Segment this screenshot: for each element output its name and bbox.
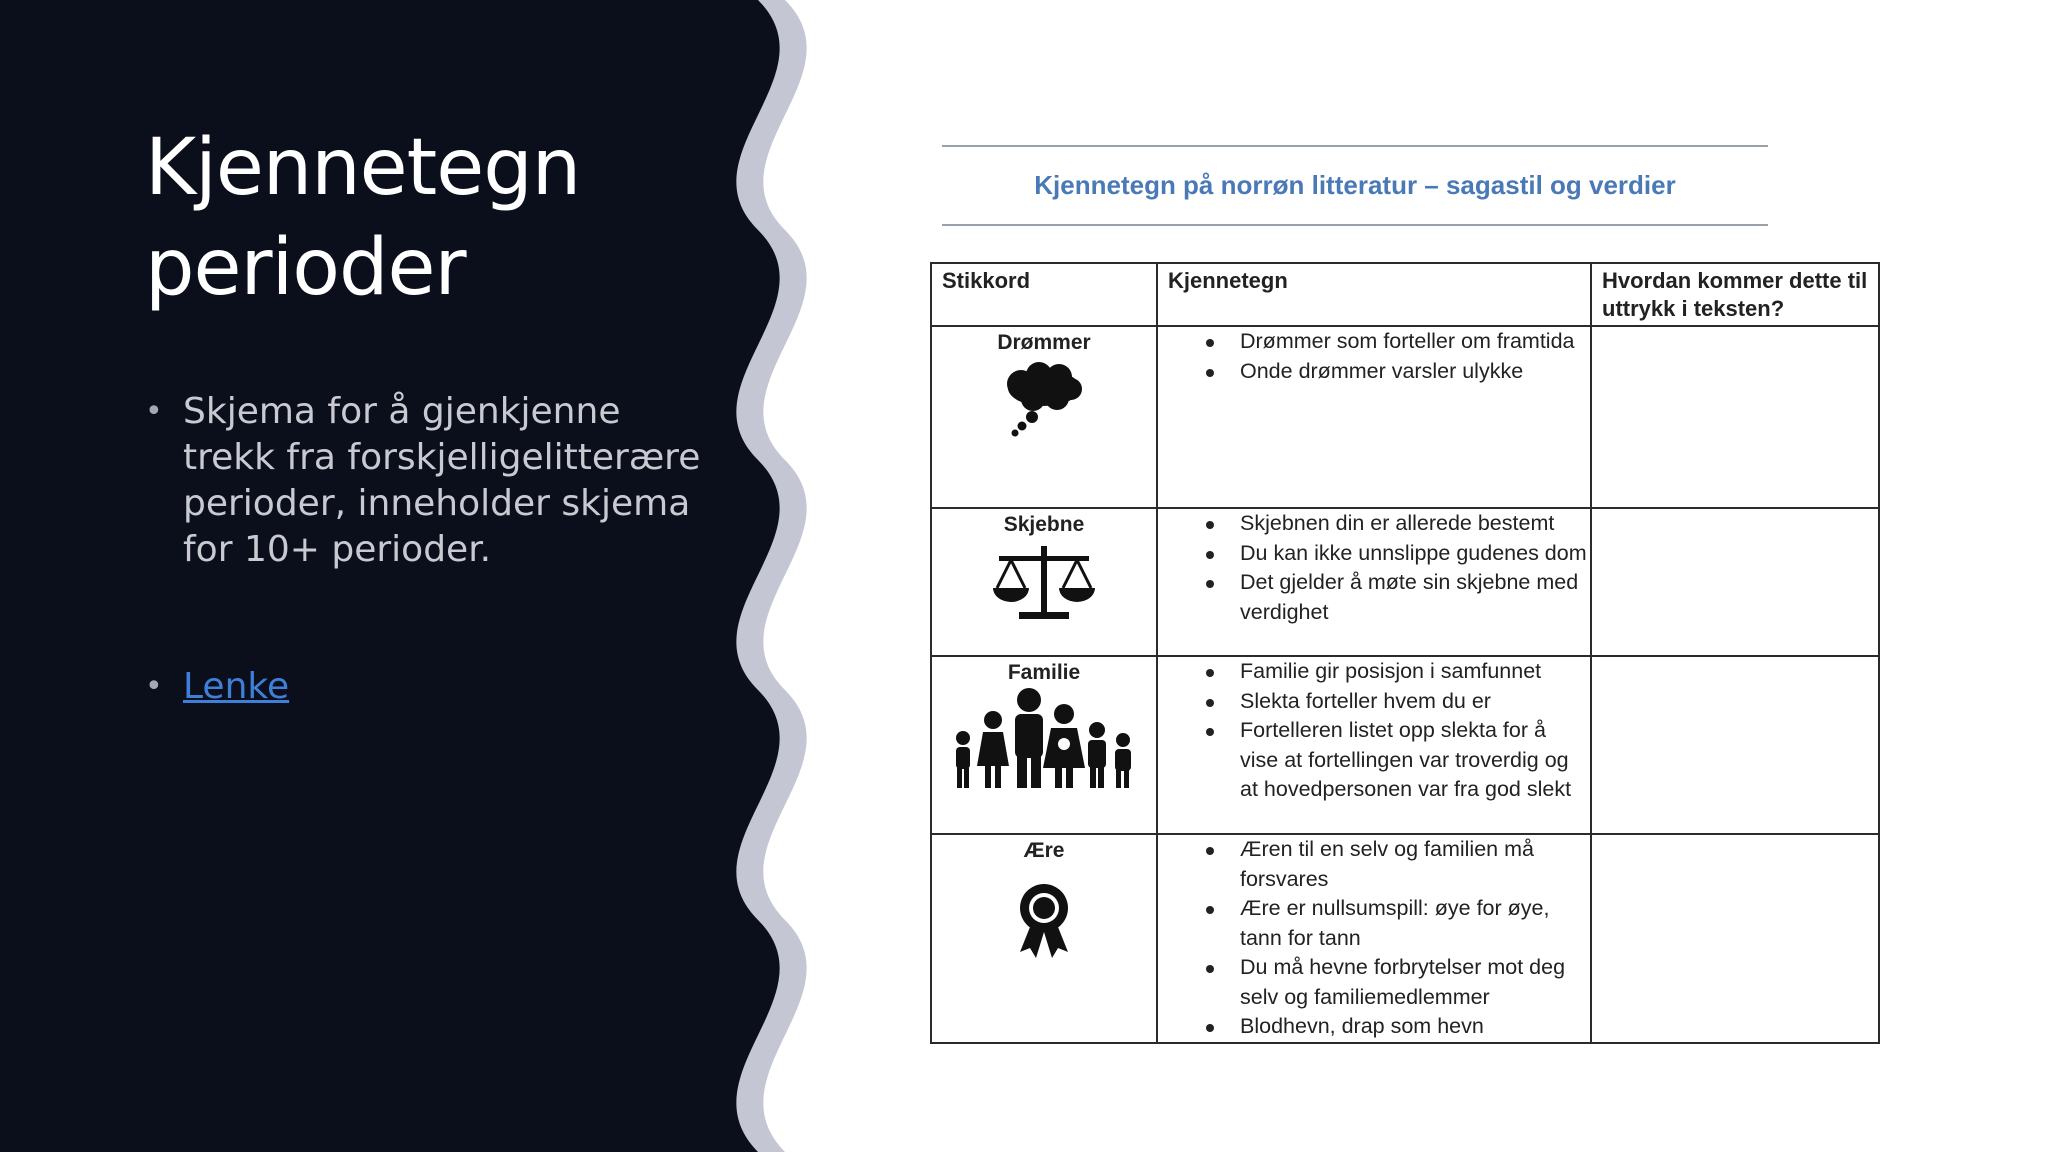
trait-item: Slekta forteller hvem du er	[1240, 687, 1590, 717]
lenke-link[interactable]: Lenke	[183, 666, 290, 707]
document-title: Kjennetegn på norrøn litteratur – sagastil og verdier	[1034, 170, 1676, 200]
expression-cell	[1591, 834, 1879, 1043]
column-header-kjennetegn: Kjennetegn	[1157, 263, 1591, 326]
table-row	[931, 326, 1879, 508]
column-header-stikkord: Stikkord	[931, 263, 1157, 326]
thought-cloud-icon	[999, 362, 1089, 438]
trait-item: Drømmer som forteller om framtida	[1240, 327, 1590, 357]
bullet-link-item	[145, 664, 705, 710]
keyword-cell	[931, 834, 1157, 1043]
trait-item: Æren til en selv og familien må forsvares	[1240, 835, 1590, 894]
traits-list	[1158, 657, 1590, 805]
trait-item: Ære er nullsumspill: øye for øye, tann for tann	[1240, 894, 1590, 953]
trait-item: Onde drømmer varsler ulykke	[1240, 357, 1590, 387]
traits-cell	[1157, 508, 1591, 656]
trait-item: Blodhevn, drap som hevn	[1240, 1012, 1590, 1042]
traits-cell	[1157, 326, 1591, 508]
table-row	[931, 508, 1879, 656]
expression-cell	[1591, 508, 1879, 656]
keyword-cell	[931, 508, 1157, 656]
award-rosette-icon	[1014, 882, 1074, 958]
family-icon	[951, 686, 1137, 790]
slide-title	[145, 118, 745, 318]
characteristics-table	[930, 262, 1880, 1044]
bullet-dot-icon: •	[145, 669, 163, 704]
table-row	[931, 656, 1879, 834]
trait-item: Det gjelder å møte sin skjebne med verdighet	[1240, 568, 1590, 627]
keyword-label: Ære	[1023, 839, 1065, 862]
table-header-row	[931, 263, 1879, 326]
expression-cell	[1591, 656, 1879, 834]
dark-side-panel	[0, 0, 820, 1152]
expression-cell	[1591, 326, 1879, 508]
traits-list	[1158, 835, 1590, 1042]
trait-item: Du må hevne forbrytelser mot deg selv og familiemedlemmer	[1240, 953, 1590, 1012]
slide-title-line: Kjennetegn	[145, 123, 581, 213]
document-screenshot	[930, 140, 1890, 1038]
trait-item: Fortelleren listet opp slekta for å vise at fortellingen var troverdig og at hovedpersonen var fra god slekt	[1240, 716, 1590, 805]
column-header-uttrykk: Hvordan kommer dette til uttrykk i teksten?	[1591, 263, 1879, 326]
title-rule-top	[942, 145, 1768, 147]
keyword-cell	[931, 656, 1157, 834]
scales-icon	[989, 544, 1099, 624]
keyword-label: Drømmer	[997, 331, 1091, 354]
bullet-text: Skjema for å gjenkjenne trekk fra forskjelligelitterære perioder, inneholder skjema for 10+ perioder.	[183, 391, 701, 570]
slide-title-line: perioder	[145, 223, 466, 313]
keyword-cell	[931, 326, 1157, 508]
keyword-label: Skjebne	[1003, 513, 1085, 536]
trait-item: Skjebnen din er allerede bestemt	[1240, 509, 1590, 539]
trait-item: Du kan ikke unnslippe gudenes dom	[1240, 539, 1590, 569]
bullet-description	[145, 389, 705, 573]
bullet-dot-icon: •	[145, 394, 163, 429]
traits-list	[1158, 327, 1590, 386]
traits-cell	[1157, 834, 1591, 1043]
title-rule-bottom	[942, 224, 1768, 226]
trait-item: Familie gir posisjon i samfunnet	[1240, 657, 1590, 687]
traits-cell	[1157, 656, 1591, 834]
keyword-label: Familie	[1007, 661, 1081, 684]
traits-list	[1158, 509, 1590, 627]
table-row	[931, 834, 1879, 1043]
